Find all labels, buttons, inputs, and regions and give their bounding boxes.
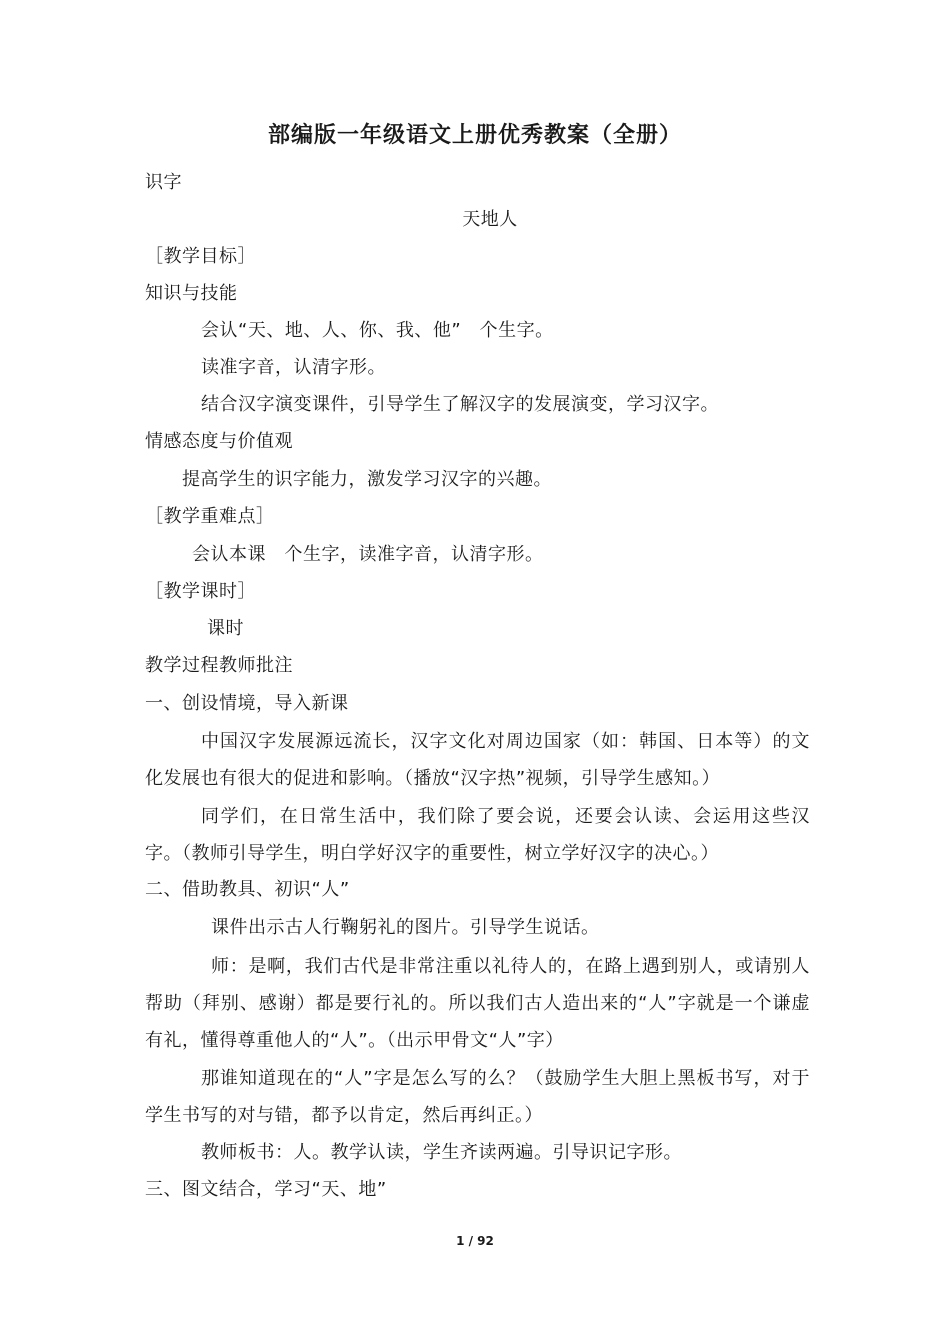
unit-label: 识字 (145, 172, 182, 193)
section-1-heading: 一、创设情境，导入新课 (145, 693, 349, 714)
section-1-paragraph-1: 中国汉字发展源远流长，汉字文化对周边国家（如：韩国、日本等）的文化发展也有很大的促进和影响。（播放“汉字热”视频，引导学生感知。） (145, 731, 810, 789)
goal-2: 读准字音，认清字形。 (201, 357, 386, 378)
section-3-heading: 三、图文结合，学习“天、地” (145, 1179, 387, 1200)
process-heading: 教学过程教师批注 (145, 655, 293, 676)
document-title: 部编版一年级语文上册优秀教案（全册） (267, 123, 682, 148)
section-2-paragraph-4: 教师板书：人。教学认读，学生齐读两遍。引导识记字形。 (201, 1142, 682, 1163)
key-1: 会认本课 个生字，读准字音，认清字形。 (192, 544, 544, 565)
knowledge-heading: 知识与技能 (145, 283, 238, 304)
goal-1: 会认“天、地、人、你、我、他” 个生字。 (201, 320, 554, 341)
goals-heading: ［教学目标］ (145, 246, 256, 267)
key-heading: ［教学重难点］ (145, 506, 275, 527)
section-2-paragraph-2: 师：是啊，我们古代是非常注重以礼待人的，在路上遇到别人，或请别人帮助（拜别、感谢）都是要行礼的。所以我们古人造出来的“人”字就是一个谦虚有礼，懂得尊重他人的“人”。（出示甲骨文“人”字） (145, 956, 810, 1051)
page-number: 1 / 92 (456, 1234, 494, 1248)
lesson-title: 天地人 (462, 209, 518, 230)
section-2-paragraph-1: 课件出示古人行鞠躬礼的图片。引导学生说话。 (211, 917, 600, 938)
section-1-paragraph-2: 同学们，在日常生活中，我们除了要会说，还要会认读、会运用这些汉字。（教师引导学生，明白学好汉字的重要性，树立学好汉字的决心。） (145, 806, 810, 864)
hours-heading: ［教学课时］ (145, 581, 256, 602)
emotion-heading: 情感态度与价值观 (145, 431, 293, 452)
hours-1: 课时 (207, 618, 244, 639)
section-2-paragraph-3: 那谁知道现在的“人”字是怎么写的么？（鼓励学生大胆上黑板书写，对于学生书写的对与错，都予以肯定，然后再纠正。） (145, 1068, 810, 1126)
goal-3: 结合汉字演变课件，引导学生了解汉字的发展演变，学习汉字。 (201, 394, 719, 415)
section-2-heading: 二、借助教具、初识“人” (145, 879, 350, 900)
emotion-1: 提高学生的识字能力，激发学习汉字的兴趣。 (182, 469, 552, 490)
